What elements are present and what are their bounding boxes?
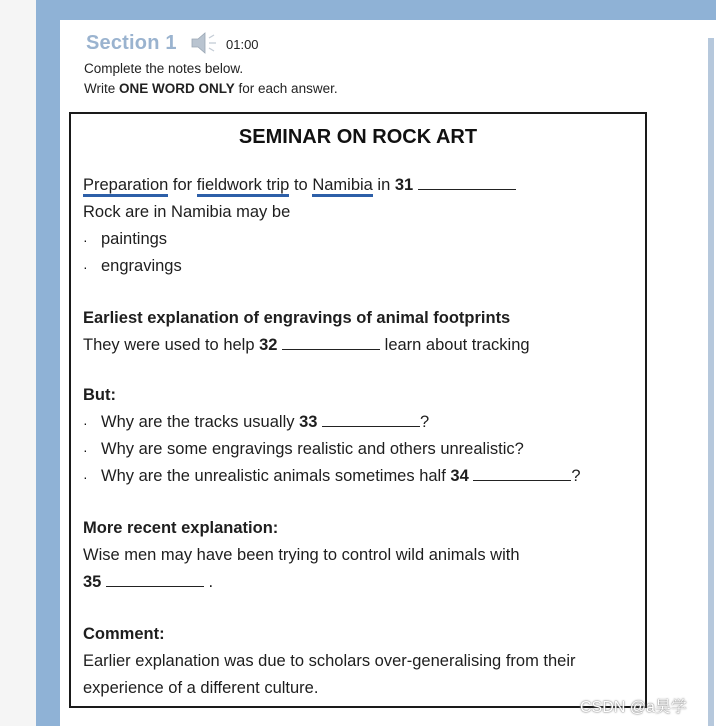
underlined-word: Namibia <box>312 176 373 197</box>
notes-line: Earlier explanation was due to scholars over-generalising from their <box>83 652 576 670</box>
left-margin <box>0 0 36 726</box>
bullet-item: Why are the tracks usually 33 ? <box>101 413 430 431</box>
question-number: 34 <box>450 467 469 485</box>
answer-blank-34[interactable] <box>473 468 571 481</box>
underlined-word: Preparation <box>83 176 168 197</box>
answer-blank-31[interactable] <box>418 177 516 190</box>
answer-blank-33[interactable] <box>322 414 420 427</box>
page-edge <box>708 38 714 726</box>
section-title: Section 1 <box>86 32 177 54</box>
bullet-item: paintings <box>101 230 168 248</box>
speaker-icon[interactable] <box>190 28 224 58</box>
bullet-item: engravings <box>101 257 182 275</box>
bullet-icon: · <box>83 442 88 458</box>
notes-heading: More recent explanation: <box>83 519 279 537</box>
notes-line-preparation: Preparation for fieldwork trip to Namibia in 31 <box>83 176 516 195</box>
answer-blank-35[interactable] <box>106 574 204 587</box>
underlined-word: fieldwork trip <box>197 176 290 197</box>
audio-time: 01:00 <box>226 37 259 52</box>
bullet-icon: · <box>83 232 88 248</box>
question-number: 35 <box>83 573 102 591</box>
bullet-item: Why are some engravings realistic and others unrealistic? <box>101 440 524 458</box>
answer-blank-32[interactable] <box>282 337 380 350</box>
instruction-line-1: Complete the notes below. <box>84 61 244 76</box>
notes-box <box>69 112 647 708</box>
notes-heading: But: <box>83 386 116 404</box>
notes-heading: Earliest explanation of engravings of animal footprints <box>83 309 511 327</box>
question-number: 31 <box>394 176 414 194</box>
notes-heading: Comment: <box>83 625 165 643</box>
notes-line: Wise men may have been trying to control wild animals with <box>83 546 520 564</box>
bullet-icon: · <box>83 259 88 275</box>
question-number: 33 <box>299 413 318 431</box>
bullet-icon: · <box>83 415 88 431</box>
document-page <box>60 20 716 726</box>
notes-title: SEMINAR ON ROCK ART <box>238 126 478 148</box>
instruction-line-2: Write ONE WORD ONLY for each answer. <box>84 81 338 96</box>
bullet-item: Why are the unrealistic animals sometimes half 34 ? <box>101 467 581 485</box>
notes-line: 35 . <box>83 573 214 591</box>
watermark: CSDN @a昊学 <box>580 699 687 716</box>
notes-line: They were used to help 32 learn about tracking <box>83 336 530 354</box>
instruction-emphasis: ONE WORD ONLY <box>119 81 235 96</box>
notes-line: experience of a different culture. <box>83 679 319 697</box>
notes-line: Rock are in Namibia may be <box>83 203 291 221</box>
question-number: 32 <box>259 336 278 354</box>
bullet-icon: · <box>83 469 88 485</box>
